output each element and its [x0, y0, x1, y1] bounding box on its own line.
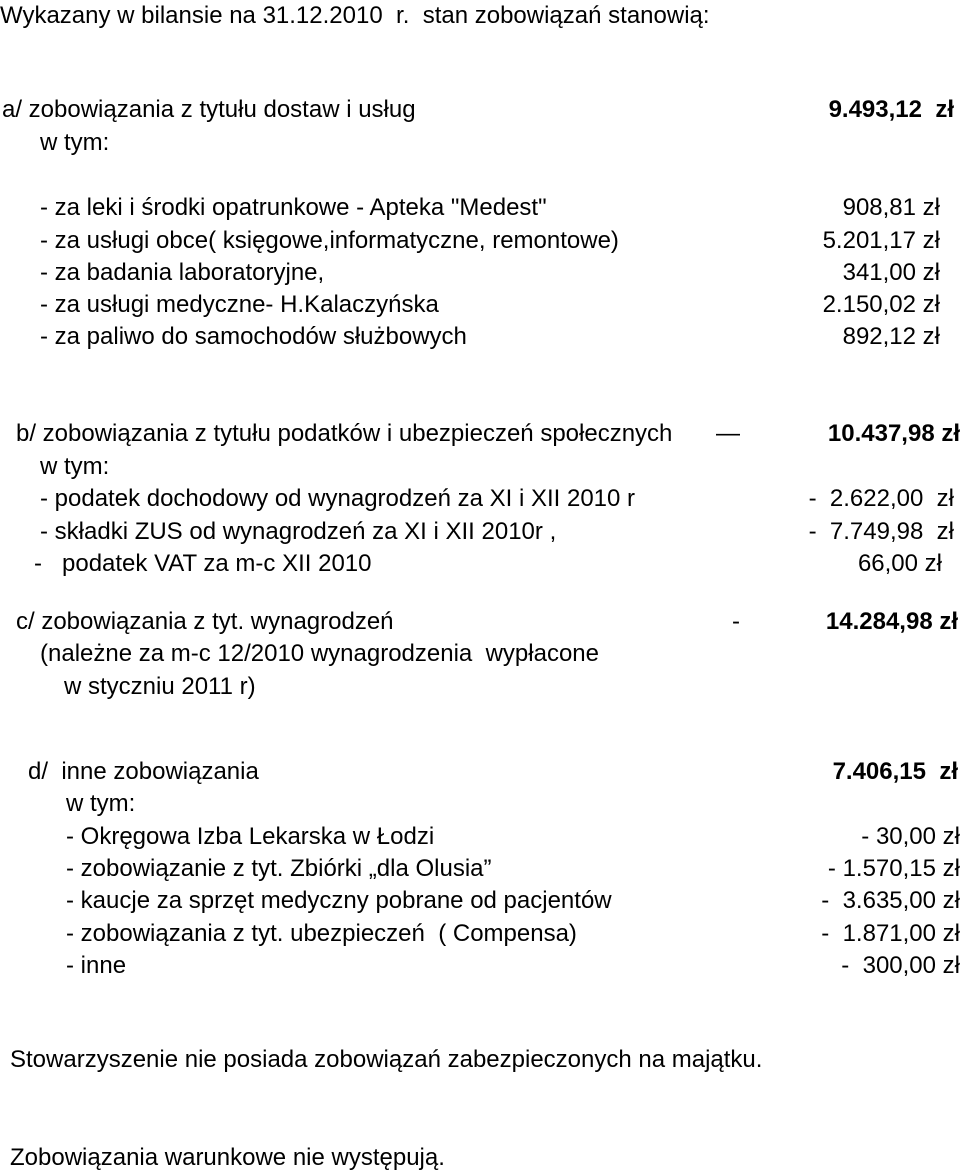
section-b-item-label: - podatek VAT za m-c XII 2010 — [34, 550, 372, 577]
section-d-item-value: - 300,00 zł — [841, 952, 960, 979]
section-d-total: 7.406,15 zł — [832, 758, 958, 785]
section-b-item-value: 66,00 zł — [857, 550, 942, 577]
section-b-total: 10.437,98 zł — [827, 420, 960, 447]
section-a-item-label: - za badania laboratoryjne, — [40, 259, 325, 286]
section-a-item-label: - za paliwo do samochodów służbowych — [40, 323, 467, 350]
section-a-item-value: 341,00 zł — [842, 259, 940, 286]
section-d-item-label: - zobowiązanie z tyt. Zbiórki „dla Olusia” — [66, 855, 492, 882]
section-a-item-label: - za usługi obce( księgowe,informatyczne, remontowe) — [40, 227, 619, 254]
section-a-wtym: w tym: — [40, 129, 110, 156]
section-d-item-value: - 30,00 zł — [861, 823, 960, 850]
section-c-note: (należne za m-c 12/2010 wynagrodzenia wypłacone — [40, 640, 599, 667]
section-d-item-label: - kaucje za sprzęt medyczny pobrane od pacjentów — [66, 887, 612, 914]
section-d-item-value: - 1.871,00 zł — [821, 920, 960, 947]
intro-text: Wykazany w bilansie na 31.12.2010 r. stan zobowiązań stanowią: — [0, 2, 710, 29]
section-b-title: b/ zobowiązania z tytułu podatków i ubezpieczeń społecznych — [16, 420, 673, 447]
section-b-wtym: w tym: — [40, 453, 110, 480]
section-c-dash: - — [732, 608, 740, 635]
section-d-wtym: w tym: — [66, 790, 136, 817]
section-d-item-label: - inne — [66, 952, 127, 979]
statement-contingent-liabilities: Zobowiązania warunkowe nie występują. — [10, 1144, 445, 1171]
statement-secured-liabilities: Stowarzyszenie nie posiada zobowiązań zabezpieczonych na majątku. — [10, 1046, 763, 1073]
section-a-total: 9.493,12 zł — [828, 96, 954, 123]
section-a-item-label: - za leki i środki opatrunkowe - Apteka "Medest" — [40, 194, 547, 221]
section-d-item-value: - 1.570,15 zł — [827, 855, 960, 882]
section-b-dash: — — [716, 420, 740, 447]
section-d-item-label: - Okręgowa Izba Lekarska w Łodzi — [66, 823, 435, 850]
section-c-note: w styczniu 2011 r) — [64, 673, 256, 700]
section-a-item-value: 2.150,02 zł — [822, 291, 940, 318]
section-b-item-value: - 7.749,98 zł — [808, 518, 954, 545]
section-a-item-value: 5.201,17 zł — [822, 227, 940, 254]
section-a-item-value: 908,81 zł — [842, 194, 940, 221]
section-b-item-label: - składki ZUS od wynagrodzeń za XI i XII 2010r , — [40, 518, 557, 545]
section-d-item-value: - 3.635,00 zł — [821, 887, 960, 914]
section-d-title: d/ inne zobowiązania — [28, 758, 259, 785]
section-b-item-value: - 2.622,00 zł — [808, 485, 954, 512]
section-a-item-value: 892,12 zł — [842, 323, 940, 350]
section-b-item-label: - podatek dochodowy od wynagrodzeń za XI i XII 2010 r — [40, 485, 636, 512]
section-d-item-label: - zobowiązania z tyt. ubezpieczeń ( Compensa) — [66, 920, 577, 947]
section-a-title: a/ zobowiązania z tytułu dostaw i usług — [2, 96, 416, 123]
section-c-total: 14.284,98 zł — [825, 608, 958, 635]
section-c-title: c/ zobowiązania z tyt. wynagrodzeń — [16, 608, 394, 635]
section-a-item-label: - za usługi medyczne- H.Kalaczyńska — [40, 291, 439, 318]
